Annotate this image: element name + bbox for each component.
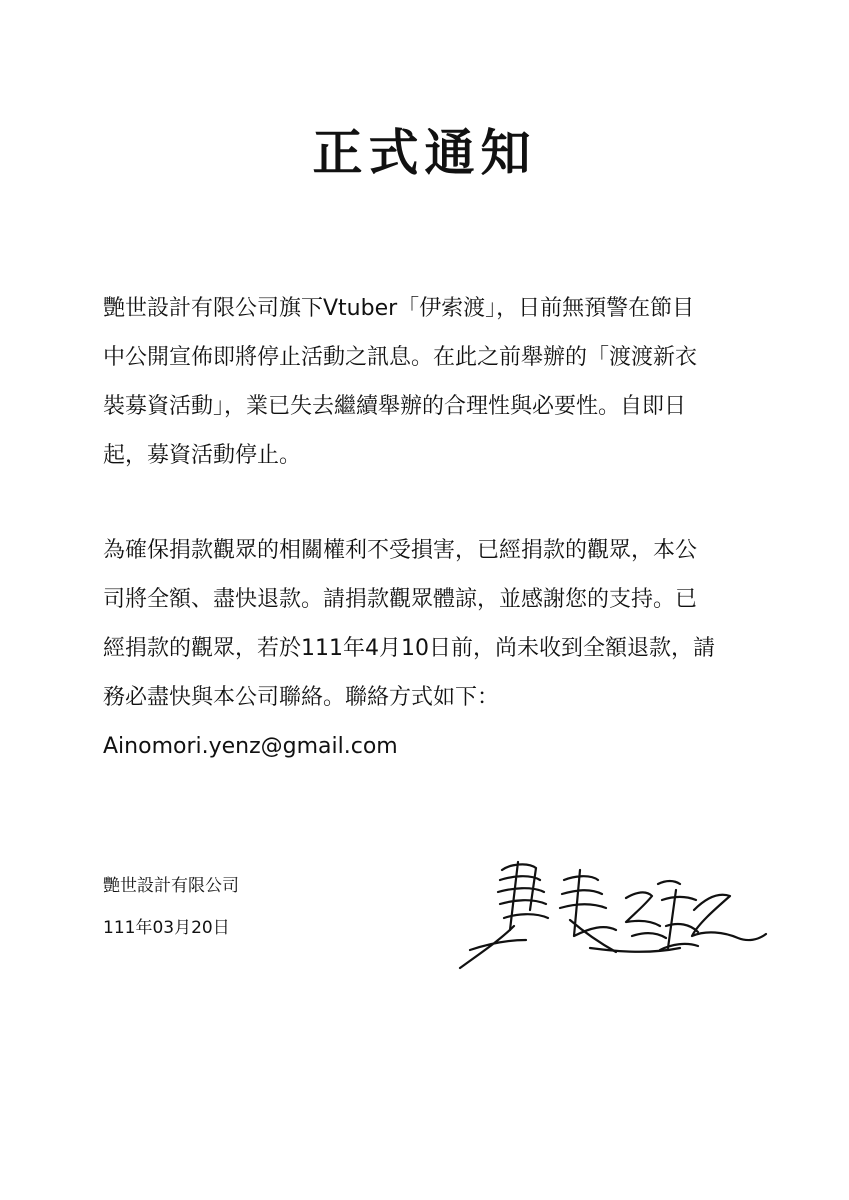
paragraph-1-line: 艷世設計有限公司旗下Vtuber「伊索渡」，日前無預警在節目 [103, 296, 695, 321]
paragraph-1-line: 中公開宣佈即將停止活動之訊息。在此之前舉辦的「渡渡新衣 [103, 345, 698, 370]
notice-paragraph-2 [103, 526, 763, 722]
paragraph-2-line: 務必盡快與本公司聯絡。聯絡方式如下： [103, 685, 500, 710]
paragraph-2-line: 司將全額、盡快退款。請捐款觀眾體諒，並感謝您的支持。已 [103, 587, 698, 612]
paragraph-1-line: 裝募資活動」，業已失去繼續舉辦的合理性與必要性。自即日 [103, 394, 687, 419]
notice-paragraph-1 [103, 284, 763, 480]
company-name: 艷世設計有限公司 [103, 876, 239, 896]
paragraph-1-line: 起，募資活動停止。 [103, 443, 302, 468]
paragraph-2-line: 為確保捐款觀眾的相關權利不受損害，已經捐款的觀眾，本公 [103, 538, 698, 563]
handwritten-signature [440, 840, 770, 980]
paragraph-2-line: 經捐款的觀眾，若於111年4月10日前，尚未收到全額退款，請 [103, 636, 715, 661]
notice-title: 正式通知 [312, 124, 537, 182]
contact-email: Ainomori.yenz@gmail.com [103, 734, 398, 759]
issue-date: 111年03月20日 [103, 918, 230, 938]
